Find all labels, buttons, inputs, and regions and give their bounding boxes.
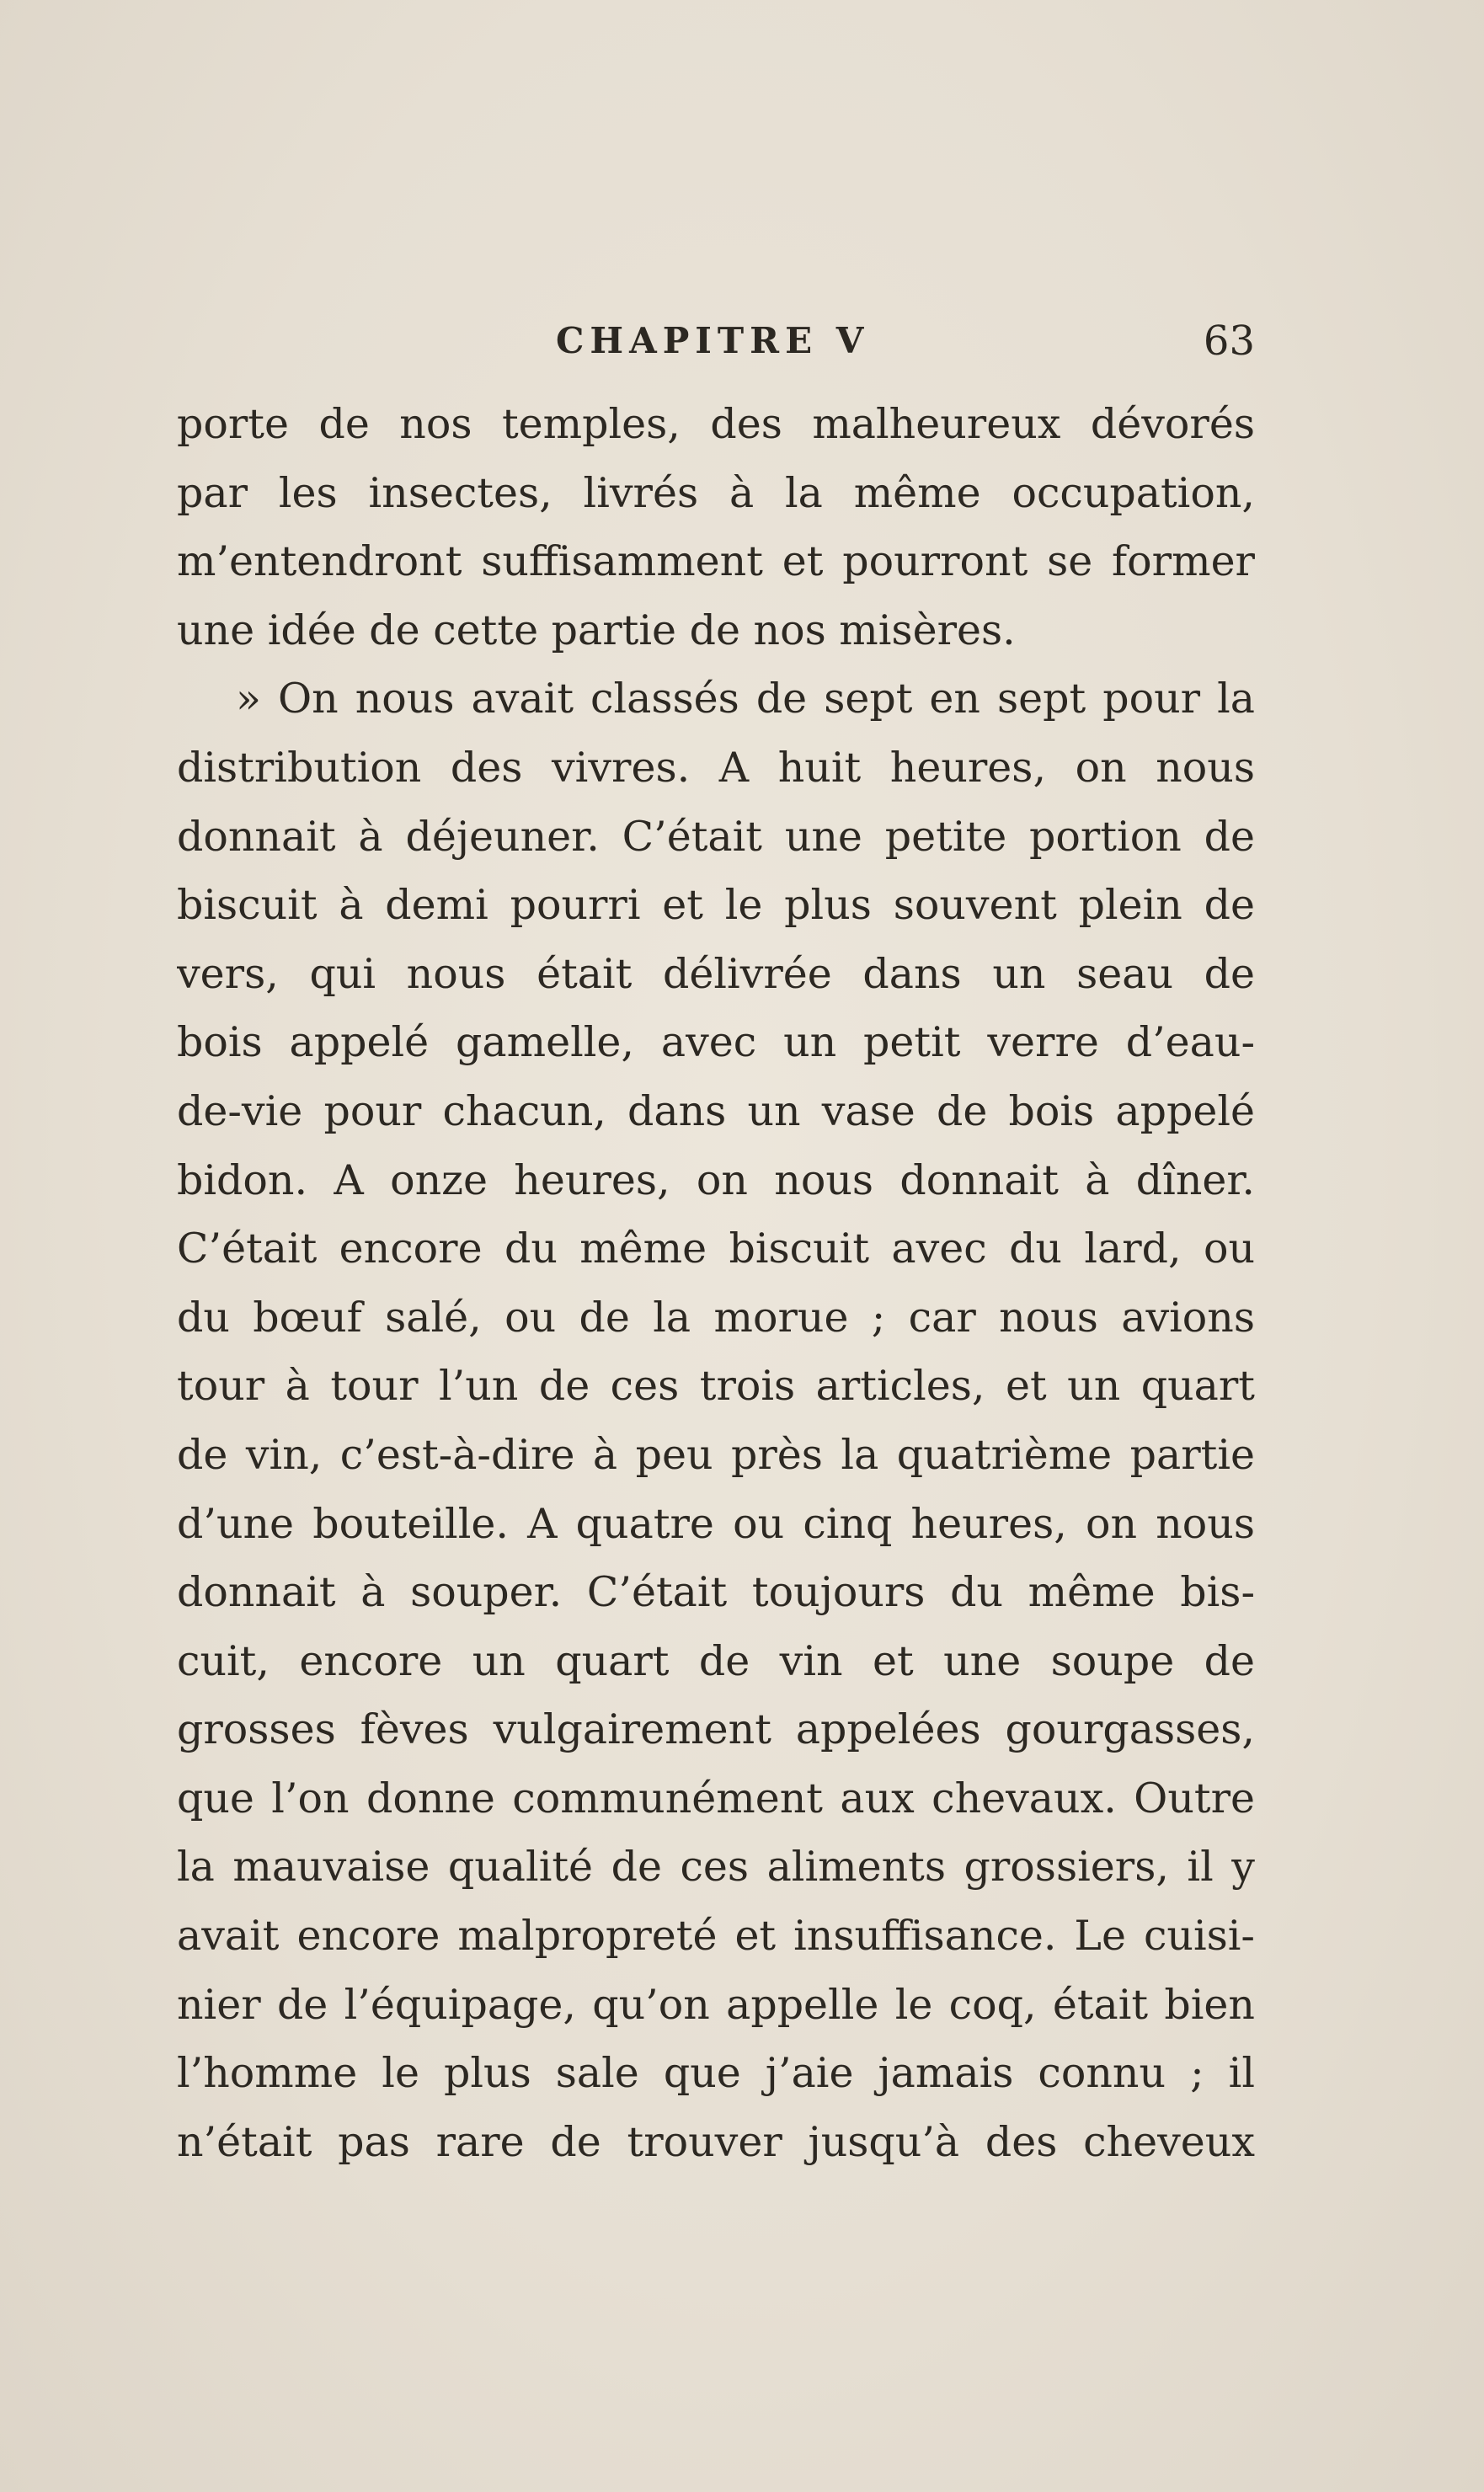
text-line: une idée de cette partie de nos misères. — [177, 606, 1016, 654]
text-line: que l’on donne communément aux chevaux. Outre — [177, 1774, 1255, 1822]
running-head: CHAPITRE V — [556, 320, 870, 361]
text-line: m’entendront suffisamment et pourront se former — [177, 537, 1255, 586]
text-line: nier de l’équipage, qu’on appelle le coq, était bien — [177, 1980, 1255, 2029]
body-text — [177, 390, 1255, 2176]
text-line: par les insectes, livrés à la même occupation, — [177, 468, 1255, 517]
text-line: donnait à déjeuner. C’était une petite portion de — [177, 812, 1255, 861]
text-line: biscuit à demi pourri et le plus souvent plein de — [177, 881, 1255, 930]
text-line: n’était pas rare de trouver jusqu’à des cheveux — [177, 2117, 1255, 2166]
text-line: avait encore malpropreté et insuffisance. Le cuisi- — [177, 1912, 1255, 1961]
text-line: donnait à souper. C’était toujours du même bis- — [177, 1568, 1255, 1617]
text-line: cuit, encore un quart de vin et une soupe de — [177, 1636, 1255, 1685]
text-line: du bœuf salé, ou de la morue ; car nous avions — [177, 1293, 1255, 1342]
text-line: porte de nos temples, des malheureux dévorés — [177, 400, 1255, 448]
text-line: de vin, c’est-à-dire à peu près la quatrième partie — [177, 1430, 1255, 1479]
text-line: » On nous avait classés de sept en sept pour la — [236, 675, 1255, 723]
text-line: la mauvaise qualité de ces aliments grossiers, il y — [177, 1843, 1255, 1892]
text-line: de-vie pour chacun, dans un vase de bois appelé — [177, 1086, 1255, 1135]
page-number: 63 — [1203, 318, 1255, 365]
text-line: bidon. A onze heures, on nous donnait à dîner. — [177, 1155, 1255, 1204]
text-line: l’homme le plus sale que j’aie jamais connu ; il — [177, 2049, 1255, 2098]
page-header — [177, 312, 1255, 371]
text-line: C’était encore du même biscuit avec du lard, ou — [177, 1225, 1255, 1273]
text-line: bois appelé gamelle, avec un petit verre d’eau- — [177, 1018, 1255, 1067]
text-line: vers, qui nous était délivrée dans un seau de — [177, 949, 1255, 998]
text-line: tour à tour l’un de ces trois articles, et un quart — [177, 1362, 1255, 1411]
text-line: grosses fèves vulgairement appelées gourgasses, — [177, 1705, 1255, 1754]
text-line: distribution des vivres. A huit heures, on nous — [177, 743, 1255, 792]
text-line: d’une bouteille. A quatre ou cinq heures, on nous — [177, 1499, 1255, 1548]
